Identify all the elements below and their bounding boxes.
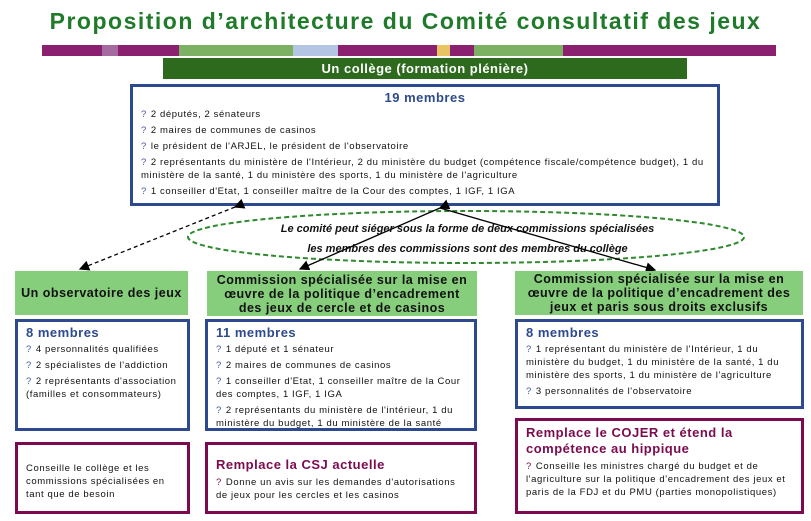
item-text: 1 conseiller d'Etat, 1 conseiller maître de la Cour des comptes, 1 IGF, 1 IGA [216,376,461,400]
bullet-icon: ? [216,405,222,416]
item-text: 2 représentants du ministère de l'Intérieur, 2 du ministère du budget (compétence fiscale/compétence budget), 1 du ministère de la santé, 1 du ministère des sports, 1 du ministère de l'agriculture [141,157,704,181]
list-item [526,343,793,382]
college-banner: Un collège (formation plénière) [163,58,687,79]
item-text: 4 personnalités qualifiées [35,344,159,355]
bullet-icon: ? [141,186,147,197]
item-text: 1 représentant du ministère de l'Intérieur, 1 du ministère du budget, 1 du ministère de la santé, 1 du ministère des sports, 1 du ministère de l'agriculture [526,344,780,381]
member-count: 8 membres [526,325,600,340]
commission-exclusive-header: Commission spécialisée sur la mise en œuvre de la politique d’encadrement des jeux et paris sous droits exclusifs [515,271,803,315]
item-text: 2 spécialistes de l'addiction [35,360,169,371]
list-item [26,343,179,356]
role-text: Conseille les ministres chargé du budget et de l'agriculture sur la politique d'encadrement des jeux et paris de la FDJ et du PMU (parties monopolistiques) [526,461,786,498]
ellipse-text [190,219,745,259]
commission-casinos-header: Commission spécialisée sur la mise en œuvre de la politique d’encadrement des jeux de cercle et de casinos [207,271,477,316]
list-item [216,343,466,356]
member-count: 11 membres [216,325,297,340]
member-count: 19 membres [384,90,466,105]
list-item [26,359,179,372]
item-text: 1 député et 1 sénateur [225,344,335,355]
ellipse-line1: Le comité peut siéger sous la forme de deux commissions spécialisées [280,223,655,235]
bullet-icon: ? [216,344,222,355]
bullet-icon: ? [26,360,32,371]
bullet-icon: ? [141,141,147,152]
page-title: Proposition d’architecture du Comité consultatif des jeux [49,8,762,34]
ellipse-line2: les membres des commissions sont des membres du collège [307,243,628,255]
commission-casinos-role-box [205,442,477,514]
item-text: 2 représentants d'association (familles et consommateurs) [26,376,177,400]
bullet-icon: ? [526,461,532,472]
item-text: 2 maires de communes de casinos [150,125,317,136]
observatory-role-box [15,442,190,514]
bullet-icon: ? [26,344,32,355]
list-item [216,404,466,430]
bullet-icon: ? [141,157,147,168]
bullet-icon: ? [216,360,222,371]
member-count: 8 membres [26,325,100,340]
list-item [216,359,466,372]
list-item [26,375,179,401]
list-item [216,476,466,502]
bullet-icon: ? [526,386,532,397]
item-text: 1 conseiller d'Etat, 1 conseiller maître de la Cour des comptes, 1 IGF, 1 IGA [150,186,516,197]
bullet-icon: ? [216,477,222,488]
item-text: 2 maires de communes de casinos [225,360,392,371]
role-title: Remplace la CSJ actuelle [216,457,385,472]
bullet-icon: ? [216,376,222,387]
list-item [526,385,793,398]
item-text: 2 députés, 2 sénateurs [150,109,261,120]
list-item [526,460,793,499]
bullet-icon: ? [141,125,147,136]
role-title: Remplace le COJER et étend la compétence au hippique [526,425,733,456]
bullet-icon: ? [526,344,532,355]
bullet-icon: ? [26,376,32,387]
bullet-icon: ? [141,109,147,120]
observatory-header: Un observatoire des jeux [15,271,188,315]
commission-exclusive-role-box [515,418,804,514]
item-text: 3 personnalités de l'observatoire [535,386,693,397]
item-text: le président de l'ARJEL, le président de l'observatoire [150,141,409,152]
item-text: 2 représentants du ministère de l'intérieur, 1 du ministère du budget, 1 du ministère de la santé [216,405,454,429]
role-text: Conseille le collège et les commissions spécialisées en tant que de besoin [26,463,165,500]
commission-exclusive-members-box [515,319,804,409]
list-item [216,375,466,401]
observatory-members-box [15,319,190,431]
commission-casinos-members-box [205,319,477,431]
role-text: Donne un avis sur les demandes d'autorisations de jeux pour les cercles et les casinos [216,477,456,501]
